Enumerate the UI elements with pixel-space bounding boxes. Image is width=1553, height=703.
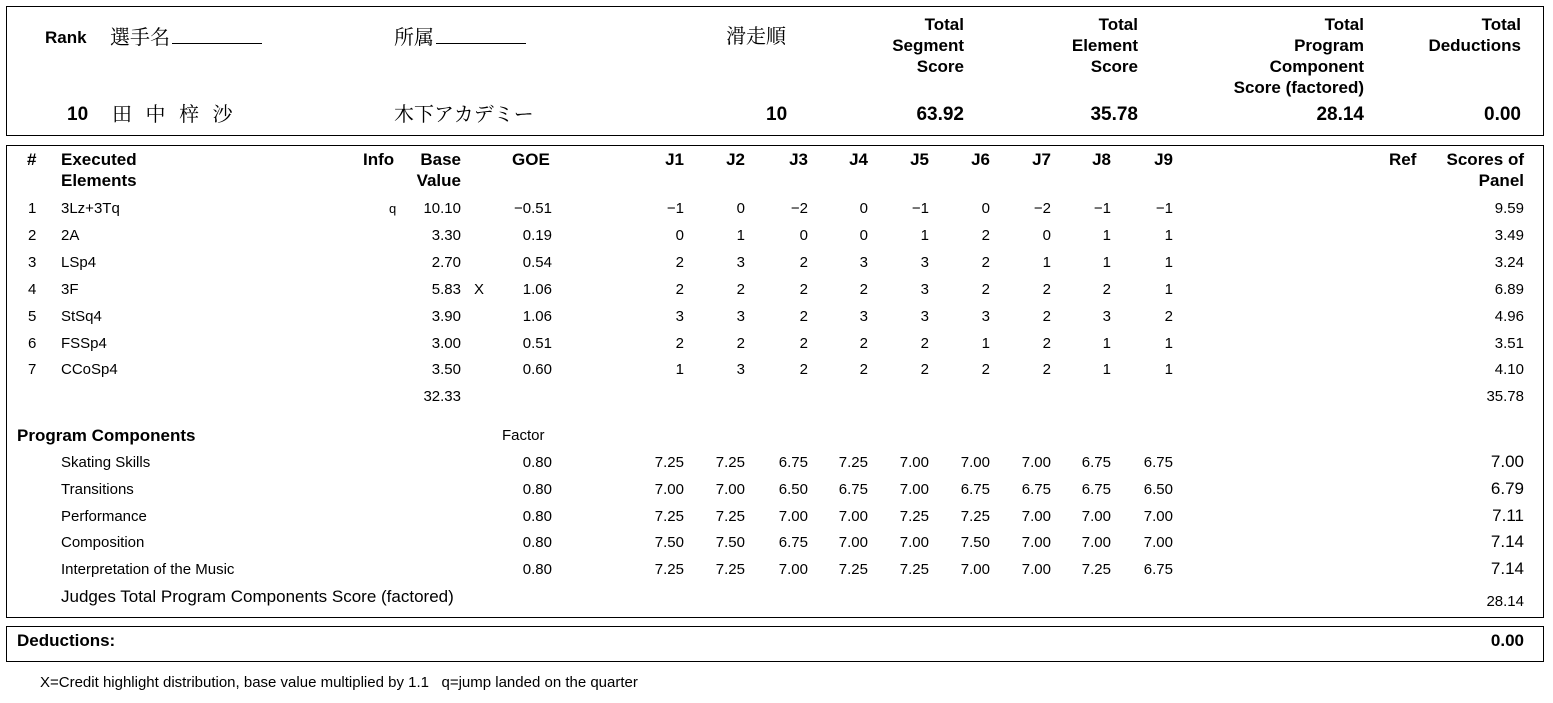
tss-label: Total Segment Score	[892, 15, 964, 76]
element-base: 3.30	[431, 227, 461, 244]
rank-value: 10	[67, 104, 89, 125]
col-panel: Panel	[1478, 171, 1524, 190]
name-underline	[172, 27, 262, 44]
element-judge-score: 2	[920, 361, 929, 378]
pc-judge-score: 7.00	[715, 481, 745, 498]
tes-value: 35.78	[1090, 104, 1138, 125]
element-name: StSq4	[61, 308, 102, 325]
pc-judge-score: 6.50	[1143, 481, 1173, 498]
pc-judge-score: 6.75	[1143, 561, 1173, 578]
club-underline	[436, 27, 526, 44]
element-goe: 0.60	[522, 361, 552, 378]
element-judge-score: 2	[1042, 308, 1051, 325]
pc-judge-score: 7.25	[899, 508, 929, 525]
col-scores-of: Scores of	[1446, 150, 1524, 169]
col-executed: Executed	[61, 150, 137, 169]
element-panel-score: 3.49	[1494, 227, 1524, 244]
pc-judge-score: 7.00	[1143, 534, 1173, 551]
rank-label: Rank	[45, 28, 87, 47]
pc-judge-score: 7.00	[1081, 534, 1111, 551]
pc-judge-score: 7.25	[715, 454, 745, 471]
pc-name: Composition	[61, 534, 145, 551]
pc-score: 7.14	[1490, 559, 1524, 578]
order-label: 滑走順	[726, 26, 786, 48]
element-judge-score: 3	[736, 308, 745, 325]
element-judge-score: 0	[799, 227, 808, 244]
pc-name: Performance	[61, 508, 147, 525]
element-judge-score: 0	[859, 227, 868, 244]
pc-judge-score: 7.25	[654, 454, 684, 471]
club-name: 木下アカデミー	[394, 104, 534, 126]
element-judge-score: 3	[736, 361, 745, 378]
pc-judge-score: 6.50	[778, 481, 808, 498]
ded-value: 0.00	[1484, 104, 1521, 125]
col-info: Info	[363, 150, 395, 169]
pc-judge-score: 7.00	[960, 454, 990, 471]
element-judge-score: 2	[799, 308, 808, 325]
ded-label: Total Deductions	[1428, 15, 1521, 55]
pc-judge-score: 6.75	[960, 481, 990, 498]
element-judge-score: 2	[1042, 281, 1051, 298]
pc-total-label: Judges Total Program Components Score (factored)	[61, 587, 454, 606]
pc-judge-score: 7.50	[654, 534, 684, 551]
element-judge-score: 1	[1042, 254, 1051, 271]
element-judge-score: 1	[736, 227, 745, 244]
element-judge-score: 1	[1102, 254, 1111, 271]
element-name: 3Lz+3Tq	[61, 200, 120, 217]
element-judge-score: 2	[920, 335, 929, 352]
element-judge-score: 2	[859, 361, 868, 378]
col-goe: GOE	[512, 150, 550, 169]
judge-header-1: J1	[665, 150, 684, 169]
pc-judge-score: 6.75	[1081, 481, 1111, 498]
element-judge-score: 2	[1164, 308, 1173, 325]
element-judge-score: 1	[1164, 361, 1173, 378]
deductions-value: 0.00	[1490, 631, 1524, 650]
element-judge-score: 1	[675, 361, 684, 378]
pc-judge-score: 7.00	[838, 534, 868, 551]
pc-judge-score: 7.00	[1021, 508, 1051, 525]
judge-header-2: J2	[726, 150, 745, 169]
pc-judge-score: 6.75	[1143, 454, 1173, 471]
element-info: q	[389, 201, 397, 216]
tes-label: Total Element Score	[1071, 15, 1138, 76]
element-num: 3	[28, 254, 37, 271]
element-num: 2	[28, 227, 37, 244]
element-judge-score: 3	[859, 308, 868, 325]
element-panel-score: 4.10	[1494, 361, 1524, 378]
element-panel-score: 3.24	[1494, 254, 1524, 271]
element-base: 3.50	[431, 361, 461, 378]
name-label-wrap	[110, 27, 262, 48]
element-judge-score: 3	[1102, 308, 1111, 325]
deductions-label: Deductions:	[17, 631, 116, 650]
element-judge-score: 3	[981, 308, 990, 325]
element-judge-score: 1	[1164, 227, 1173, 244]
pc-judge-score: 7.00	[1021, 454, 1051, 471]
element-judge-score: 0	[981, 200, 990, 217]
elements-total: 35.78	[1486, 388, 1524, 405]
pc-judge-score: 6.75	[778, 534, 808, 551]
element-judge-score: −2	[790, 200, 808, 217]
factor-label: Factor	[502, 427, 545, 444]
element-judge-score: 1	[920, 227, 929, 244]
element-name: 3F	[61, 281, 79, 298]
element-panel-score: 4.96	[1494, 308, 1524, 325]
element-name: 2A	[61, 227, 80, 244]
pc-factor: 0.80	[522, 454, 552, 471]
element-num: 7	[28, 361, 37, 378]
element-base: 3.00	[431, 335, 461, 352]
pc-judge-score: 6.75	[1021, 481, 1051, 498]
element-judge-score: 2	[799, 254, 808, 271]
element-judge-score: 2	[736, 335, 745, 352]
name-label: 選手名	[110, 27, 170, 49]
club-label-wrap	[394, 27, 526, 48]
pc-judge-score: 7.00	[838, 508, 868, 525]
pc-judge-score: 7.00	[778, 508, 808, 525]
footnote: X=Credit highlight distribution, base value multiplied by 1.1 q=jump landed on the quarter	[40, 674, 638, 691]
element-judge-score: 1	[1164, 281, 1173, 298]
pc-judge-score: 7.50	[960, 534, 990, 551]
pc-judge-score: 6.75	[1081, 454, 1111, 471]
pc-judge-score: 7.25	[654, 561, 684, 578]
skater-name: 田 中 梓 沙	[112, 104, 237, 126]
pc-factor: 0.80	[522, 561, 552, 578]
element-judge-score: 1	[1102, 361, 1111, 378]
element-judge-score: 1	[1164, 254, 1173, 271]
element-num: 1	[28, 200, 37, 217]
element-judge-score: 1	[981, 335, 990, 352]
pc-judge-score: 7.50	[715, 534, 745, 551]
deductions-box	[6, 626, 1544, 662]
pc-judge-score: 7.00	[899, 454, 929, 471]
element-judge-score: 2	[981, 254, 990, 271]
main-box	[6, 145, 1544, 618]
pc-judge-score: 7.25	[715, 561, 745, 578]
element-judge-score: 0	[1042, 227, 1051, 244]
element-judge-score: 2	[859, 335, 868, 352]
pcs-value: 28.14	[1316, 104, 1364, 125]
pc-judge-score: 7.00	[778, 561, 808, 578]
element-judge-score: 2	[799, 335, 808, 352]
element-judge-score: 2	[859, 281, 868, 298]
element-judge-score: −1	[1155, 200, 1173, 217]
element-base: 10.10	[423, 200, 461, 217]
element-judge-score: −2	[1033, 200, 1051, 217]
element-judge-score: 0	[736, 200, 745, 217]
pc-judge-score: 6.75	[838, 481, 868, 498]
element-judge-score: 3	[736, 254, 745, 271]
element-goe: 0.19	[522, 227, 552, 244]
pc-score: 6.79	[1490, 479, 1524, 498]
element-panel-score: 6.89	[1494, 281, 1524, 298]
element-goe: 0.51	[522, 335, 552, 352]
col-elements: Elements	[61, 171, 137, 190]
order-value: 10	[766, 104, 788, 125]
element-goe: 1.06	[522, 308, 552, 325]
pc-judge-score: 7.25	[838, 561, 868, 578]
pc-judge-score: 6.75	[778, 454, 808, 471]
element-num: 5	[28, 308, 37, 325]
judge-header-5: J5	[910, 150, 929, 169]
pcs-label: Total Program Component Score (factored)	[1233, 15, 1364, 97]
pc-judge-score: 7.00	[1081, 508, 1111, 525]
element-judge-score: 2	[736, 281, 745, 298]
pc-name: Transitions	[61, 481, 134, 498]
pc-judge-score: 7.25	[654, 508, 684, 525]
col-base: Base	[420, 150, 461, 169]
element-judge-score: 2	[675, 281, 684, 298]
pc-judge-score: 7.25	[838, 454, 868, 471]
element-judge-score: 2	[799, 361, 808, 378]
col-value: Value	[416, 171, 461, 190]
pc-factor: 0.80	[522, 481, 552, 498]
element-credit-mark: X	[474, 281, 485, 298]
judge-header-4: J4	[849, 150, 868, 169]
element-judge-score: 3	[920, 308, 929, 325]
pc-judge-score: 7.25	[715, 508, 745, 525]
pc-judge-score: 7.00	[1143, 508, 1173, 525]
judge-header-7: J7	[1032, 150, 1051, 169]
pc-judge-score: 7.25	[899, 561, 929, 578]
element-base: 5.83	[431, 281, 461, 298]
judge-header-6: J6	[971, 150, 990, 169]
pc-score: 7.14	[1490, 532, 1524, 551]
tss-value: 63.92	[916, 104, 964, 125]
judge-header-8: J8	[1092, 150, 1111, 169]
pc-score: 7.11	[1492, 506, 1524, 525]
element-judge-score: 2	[981, 281, 990, 298]
element-num: 4	[28, 281, 37, 298]
pc-judge-score: 7.25	[1081, 561, 1111, 578]
pc-judge-score: 7.00	[899, 534, 929, 551]
base-total: 32.33	[423, 388, 461, 405]
pc-name: Skating Skills	[61, 454, 151, 471]
pc-name: Interpretation of the Music	[61, 561, 235, 578]
pc-factor: 0.80	[522, 508, 552, 525]
element-judge-score: 0	[675, 227, 684, 244]
club-label: 所属	[394, 27, 434, 49]
element-judge-score: 1	[1102, 335, 1111, 352]
pc-judge-score: 7.00	[899, 481, 929, 498]
element-judge-score: 0	[859, 200, 868, 217]
element-judge-score: 1	[1102, 227, 1111, 244]
element-base: 3.90	[431, 308, 461, 325]
col-ref: Ref	[1389, 150, 1417, 169]
element-judge-score: 2	[1102, 281, 1111, 298]
judge-header-3: J3	[789, 150, 808, 169]
pc-judge-score: 7.00	[1021, 561, 1051, 578]
element-judge-score: 1	[1164, 335, 1173, 352]
judge-header-9: J9	[1154, 150, 1173, 169]
pc-title: Program Components	[17, 426, 196, 445]
element-goe: −0.51	[514, 200, 552, 217]
element-name: CCoSp4	[61, 361, 118, 378]
pc-judge-score: 7.25	[960, 508, 990, 525]
element-goe: 1.06	[522, 281, 552, 298]
element-judge-score: 2	[799, 281, 808, 298]
element-judge-score: −1	[1093, 200, 1111, 217]
element-judge-score: 2	[675, 335, 684, 352]
element-goe: 0.54	[522, 254, 552, 271]
element-judge-score: 2	[1042, 335, 1051, 352]
element-judge-score: 2	[981, 361, 990, 378]
pc-judge-score: 7.00	[1021, 534, 1051, 551]
element-judge-score: 3	[920, 281, 929, 298]
element-num: 6	[28, 335, 37, 352]
element-name: LSp4	[61, 254, 97, 271]
element-panel-score: 3.51	[1494, 335, 1524, 352]
element-judge-score: 2	[981, 227, 990, 244]
element-judge-score: −1	[911, 200, 929, 217]
pc-judge-score: 7.00	[960, 561, 990, 578]
pc-judge-score: 7.00	[654, 481, 684, 498]
element-judge-score: 3	[859, 254, 868, 271]
element-judge-score: 2	[1042, 361, 1051, 378]
col-num: #	[27, 150, 37, 169]
element-judge-score: 2	[675, 254, 684, 271]
element-panel-score: 9.59	[1494, 200, 1524, 217]
element-judge-score: 3	[675, 308, 684, 325]
pc-score: 7.00	[1490, 452, 1524, 471]
pc-total: 28.14	[1486, 593, 1524, 610]
element-base: 2.70	[431, 254, 461, 271]
element-judge-score: −1	[666, 200, 684, 217]
element-name: FSSp4	[61, 335, 107, 352]
element-judge-score: 3	[920, 254, 929, 271]
pc-factor: 0.80	[522, 534, 552, 551]
